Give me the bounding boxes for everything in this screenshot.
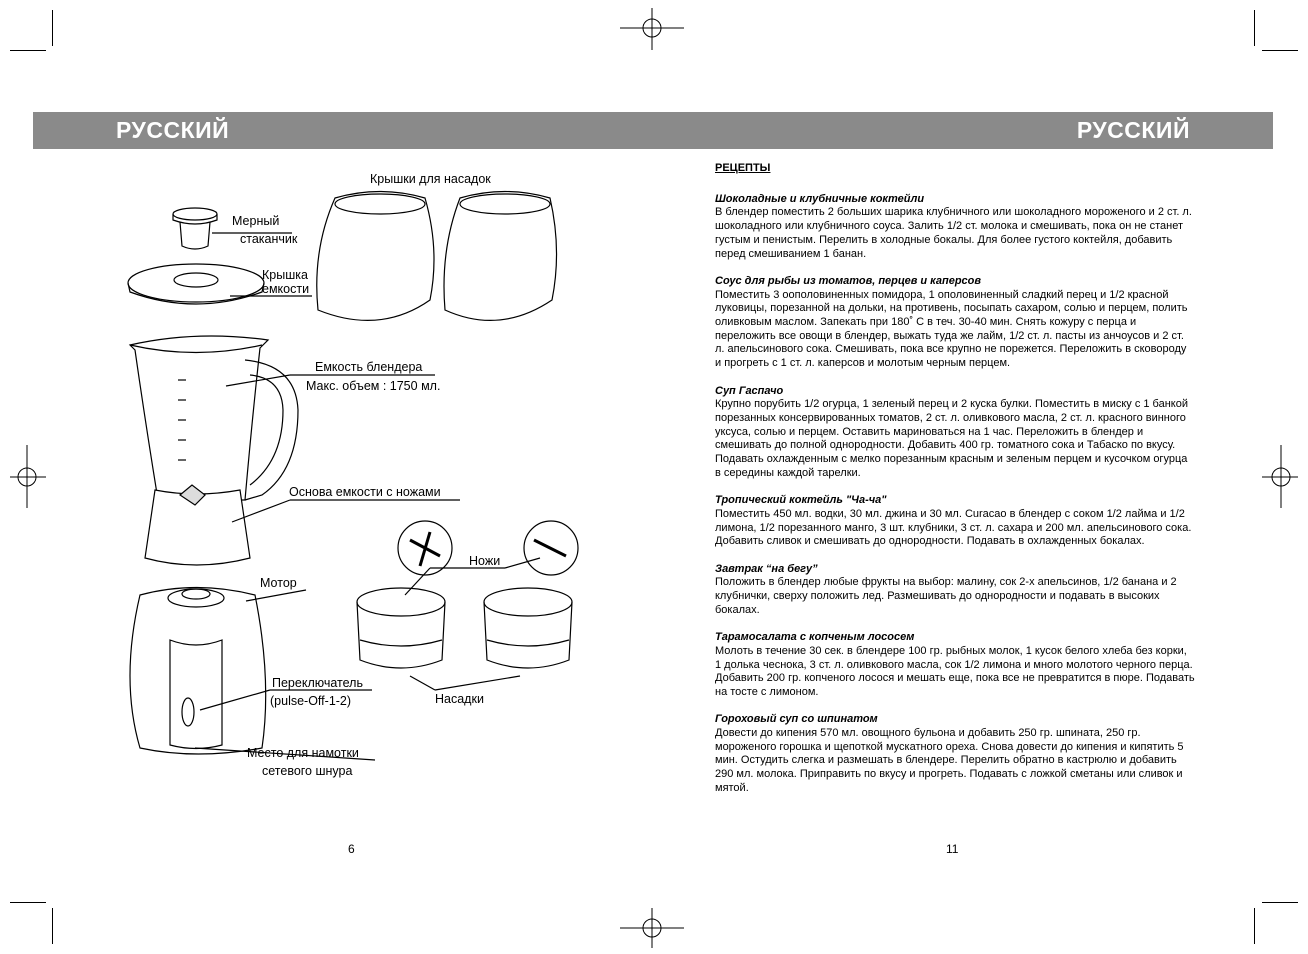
- label-measuring-cup-1: Мерный: [232, 214, 280, 228]
- recipe-title: Соус для рыбы из томатов, перцев и каперсов: [715, 274, 982, 287]
- label-attachments: Насадки: [435, 692, 484, 706]
- recipe-text: Молоть в течение 30 сек. в блендере 100 гр. рыбных молок, 1 кусок белого хлеба без корки, 1 долька чеснока, 3 ст. л. оливкового масла, сок 1/2 лимона и много молотого черного перца. Добавить 200 гр. копченого лосося и мешать еще, пока все не превратится в пюре. Подавать на тосте с лимоном.: [715, 644, 1195, 698]
- label-attachment-lids: Крышки для насадок: [370, 172, 491, 186]
- motor-base-drawing: [130, 588, 266, 755]
- label-jar-lid-2: емкости: [262, 282, 310, 296]
- label-knives: Ножи: [469, 554, 501, 568]
- recipe-text: Положить в блендер любые фрукты на выбор: малину, сок 2-х апельсинов, 1/2 банана и 2 клубнички, сверху положить лед. Размешивать до однородности и подавать в высоких бокалах.: [715, 576, 1177, 616]
- recipe-text: Довести до кипения 570 мл. овощного бульона и добавить 250 гр. шпината, 250 гр. мороженого горошка и щепоткой мускатного ореха. Снова довести до кипения и кипятить 5 мин. Остудить слегка и размешать в блендере. Перелить обратно в кастрюлю и добавить 290 мл. молока. Приправить по вкусу и прогреть. Подавать с ложкой сметаны или сливок и мятой.: [715, 727, 1184, 794]
- crop-mark: [52, 10, 53, 46]
- page-number-right: 11: [946, 842, 959, 856]
- crop-mark: [10, 50, 46, 51]
- crop-mark: [1262, 50, 1298, 51]
- crop-mark: [1254, 908, 1255, 944]
- header-title-left: РУССКИЙ: [116, 117, 230, 143]
- crop-mark: [10, 902, 46, 903]
- recipes-title: РЕЦЕПТЫ: [715, 162, 771, 174]
- registration-mark-top: [620, 8, 684, 50]
- page-number-left: 6: [348, 842, 355, 856]
- recipe-title: Тропический коктейль "Ча-ча": [715, 494, 887, 507]
- crop-mark: [52, 908, 53, 944]
- recipe: [715, 385, 1195, 481]
- blender-parts-diagram: [0, 150, 654, 850]
- header-title-right: РУССКИЙ: [1076, 117, 1190, 143]
- crop-mark: [1262, 902, 1298, 903]
- recipe-title: Шоколадные и клубничные коктейли: [715, 192, 925, 205]
- recipe-title: Гороховый суп со шпинатом: [715, 713, 878, 726]
- recipe-text: В блендер поместить 2 больших шарика клубничного или шоколадного мороженого и 2 ст. л. шоколадного или клубничного соуса. Залить 1/2 ст. молока и смешивать, пока он не станет густым и пенистым. Перелить в холодные бокалы. Для более густого коктейля, добавить перед смешиванием 1 банан.: [715, 206, 1192, 260]
- recipe-text: Крупно порубить 1/2 огурца, 1 зеленый перец и 2 куска булки. Поместить в миску с 1 банкой порезанных консервированных томатов, 2 ст. л. оливкового масла, 2 ст. л. красного винного уксуса, солью и перцем. Оставить мариноваться на 1 час. Переложить в блендер и смешивать до полной однородности. Добавить 400 гр. томатного сока и Табаско по вкусу. Подавать охлажденным с мелко порезанным красным и зеленым перцем и кусочком огурца в середины каждой тарелки.: [715, 398, 1188, 479]
- registration-mark-bottom: [620, 908, 684, 948]
- label-motor: Мотор: [260, 576, 297, 590]
- recipe: [715, 275, 1195, 371]
- recipe: [715, 193, 1195, 262]
- measuring-cup-drawing: [173, 208, 217, 249]
- label-cord-storage-1: Место для намотки: [247, 746, 359, 760]
- recipe-title: Суп Гаспачо: [715, 384, 784, 397]
- registration-mark-right: [1262, 445, 1298, 508]
- jar-lid-drawing: [128, 264, 264, 304]
- recipe: [715, 631, 1195, 700]
- recipes-section: [715, 162, 1195, 809]
- recipe-title: Завтрак “на бегу”: [715, 562, 818, 575]
- crop-mark: [1254, 10, 1255, 46]
- label-measuring-cup-2: стаканчик: [240, 232, 298, 246]
- label-switch-1: Переключатель: [272, 676, 363, 690]
- label-blade-base: Основа емкости с ножами: [289, 485, 441, 499]
- label-jar-lid-1: Крышка: [262, 268, 308, 282]
- attachment-lids-drawing: [317, 192, 557, 321]
- recipe: [715, 713, 1195, 795]
- blender-jar-drawing: [130, 336, 298, 565]
- recipe: [715, 563, 1195, 618]
- label-jar-2: Макс. объем : 1750 мл.: [306, 379, 441, 393]
- recipe-text: Поместить 450 мл. водки, 30 мл. джина и 30 мл. Curacao в блендер с соком 1/2 лайма и 1/2 лимона, 1/2 порезанного манго, 3 шт. клубники, 3 ст. л. сахара и 200 мл. апельсинового сока. Добавить сливок и смешивать до однородности. Подавать в охлажденных бокалах.: [715, 507, 1192, 548]
- blender-illustration: [0, 150, 654, 850]
- recipe-title: Тарамосалата с копченым лососем: [715, 631, 915, 644]
- label-jar-1: Емкость блендера: [315, 360, 423, 374]
- attachments-drawing: [357, 588, 572, 668]
- recipe: [715, 494, 1195, 549]
- label-switch-2: (pulse-Off-1-2): [270, 694, 352, 708]
- recipe-text: Поместить 3 оополовиненных помидора, 1 ополовиненный сладкий перец и 1/2 красной луковицы, порезанной на дольки, на противень, посыпать сахаром, солью и перцем, полить оливковым маслом. Запекать при 180˚ С в теч. 30-40 мин. Снять кожуру с перца и переложить все овощи в блендер, выжать туда же лайм, 1/2 ст. л. пасты из анчоусов и 2 ст. л. апельсинового сока. Смешивать, пока все крупно не порежется. Переложить в сковороду и прогреть с 1 ст. л. каперсов и молотым черным перцем.: [715, 288, 1188, 370]
- label-cord-storage-2: сетевого шнура: [262, 764, 353, 778]
